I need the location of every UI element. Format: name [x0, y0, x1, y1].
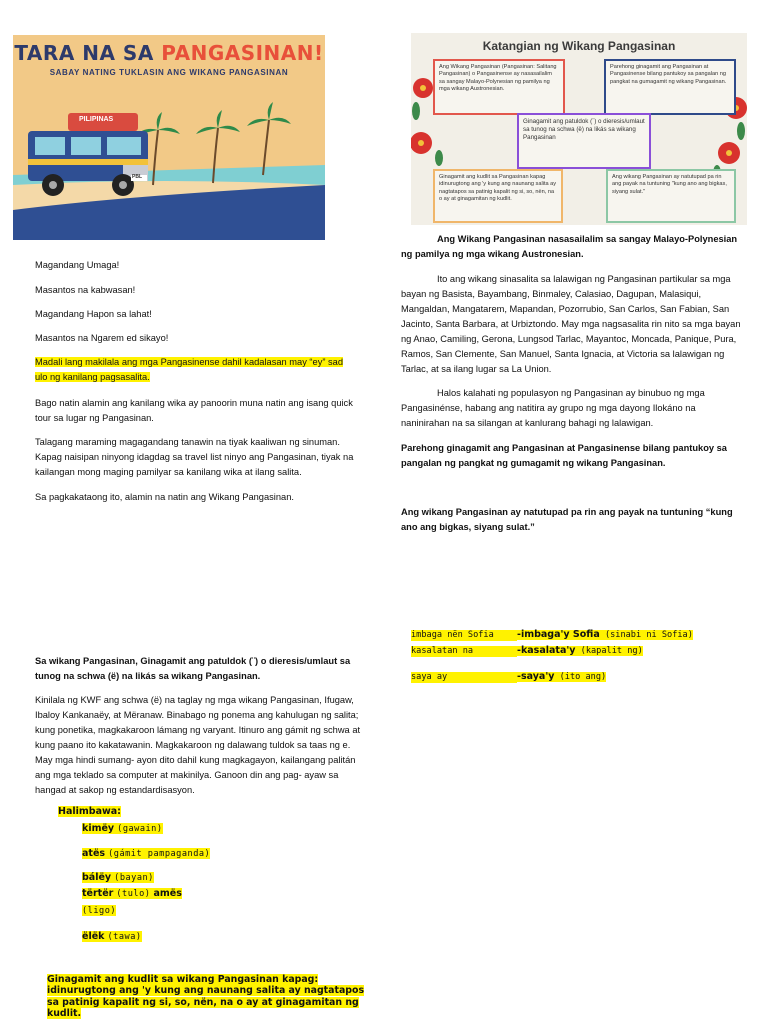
example-5: ëlëk (tawa) — [82, 931, 142, 942]
paragraph-tuntunin: Ang wikang Pangasinan ay natutupad pa rin ang payak na tuntuning “kung ano ang bigkas, siyang sulat.” — [401, 507, 733, 532]
pangasinan-banner — [13, 35, 325, 240]
kudlit-example-3: saya ay -saya'y (ito ang) — [411, 671, 607, 682]
infographic-box-5: Ang wikang Pangasinan ay natutupad pa rin ang payak na tuntuning "kung ano ang bigkas, siyang sulat." — [606, 169, 736, 223]
jeep-sign: PILIPINAS — [79, 116, 114, 123]
paragraph-parehong: Parehong ginagamit ang Pangasinan at Pangasinense bilang pantukoy sa pangalan ng pangkat ng gumagamit ng wikang Pangasinan. — [401, 443, 727, 468]
infographic-box-4: Ginagamit ang kudlit sa Pangasinan kapag idinurugtong ang 'y kung ang naunang salita ay nagtatapos sa patinig kapalit ng si, so, nën, na o ay at ginagamitan ng kudlit. — [433, 169, 563, 223]
paragraph-malayo: Ang Wikang Pangasinan nasasailalim sa sangay Malayo-Polynesian ng pamilya ng mga wikang Austronesian. — [401, 234, 738, 259]
greeting-2: Masantos na kabwasan! — [35, 285, 136, 295]
example-1: kimëy (gawain) — [82, 823, 163, 834]
kudlit-example-1: imbaga nën Sofia -imbaga'y Sofia (sinabi ni Sofia) — [411, 629, 693, 640]
greeting-1: Magandang Umaga! — [35, 260, 120, 270]
infographic-box-3: Ginagamit ang patuldok (¨) o dieresis/umlaut sa tunog na schwa (ë) na likás sa wikang Pangasinan — [517, 113, 651, 169]
greeting-3: Magandang Hapon sa lahat! — [35, 309, 152, 319]
example-2: atës (gámit pampaganda) — [82, 848, 211, 859]
example-4: tërtër (tulo) amës — [82, 888, 182, 899]
paragraph-video: Bago natin alamin ang kanilang wika ay panoorin muna natin ang isang quick tour sa lugar ng Pangasinan. — [35, 398, 353, 423]
katangian-infographic — [411, 33, 747, 225]
paragraph-alamin: Sa pagkakataong ito, alamin na natin ang Wikang Pangasinan. — [35, 492, 294, 502]
kudlit-example-2: kasalatan na -kasalata'y (kapalit ng) — [411, 645, 643, 656]
infographic-box-2: Parehong ginagamit ang Pangasinan at Pangasinense bilang pantukoy sa pangalan ng pangkat na gumagamit ng wikang Pangasinan. — [604, 59, 736, 115]
infographic-title: Katangian ng Wikang Pangasinan — [482, 39, 676, 53]
greeting-4: Masantos na Ngarem ed sikayo! — [35, 333, 169, 343]
patuldok-heading: Sa wikang Pangasinan, Ginagamit ang patuldok (¨) o dieresis/umlaut sa tunog na schwa (ë) na likás sa wikang Pangasinan. — [35, 656, 351, 681]
banner-title: TARA NA SA PANGASINAN! — [14, 41, 324, 65]
jeep-plate: PBL — [132, 174, 142, 180]
halimbawa-label: Halimbawa: — [58, 806, 121, 817]
paragraph-sinasalita: Ito ang wikang sinasalita sa lalawigan ng Pangasinan partikular sa mga bayan ng Basista, Bayambang, Binmaley, Calasiao, Dagupan, Malasiqui, Mangaldan, Mangatarem, Mapandan, Pozorrubio, San Carlos, San Fabian, San Jacinto, Santa Barbara, at Urbiztondo. May mga nagsasalita rin nito sa mga bayan ng Anao, Camiling, Gerona, Lungsod Tarlac, Mayantoc, Moncada, Panique, Pura, Ramos, San Clemente, San Manuel, Santa Ignacia, at Victoria sa lalawigan ng Tarlac, at sa ilang lugar sa La Union. — [401, 274, 741, 374]
paragraph-kwf: Kinilala ng KWF ang schwa (ë) na taglay ng mga wikang Pangasinan, Ifugaw, Ibaloy Kankanaëy, at Mëranaw. Binabago ng ponema ang kahulugan ng salita; kung ponetika, magkakaroon lámang ng varyant. Itinuro ang gámit ng schwa at kung paano ito kakatawanin. Magkakaroon ng dalawang tuldok sa taas ng e. May mga hindi sumang- ayon dito dahil kung magkagayon, kailangang palitán ang mga teklado sa computer at makinilya. Ganoon din ang pag- ayaw sa hangad at sakop ng estandardisasyon. — [35, 695, 361, 795]
paragraph-tanawin: Talagang maraming magagandang tanawin na tiyak kaaliwan ng sinuman. Kapag naisipan ninyong idagdag sa travel list ninyo ang Pangasinan, tiyak na kailangan mong maging pamilyar sa kanilang wika at ilang salita. — [35, 437, 354, 477]
example-4-gloss: (ligo) — [82, 906, 117, 916]
banner-subtitle: SABAY NATING TUKLASIN ANG WIKANG PANGASINAN — [49, 68, 289, 77]
example-3: bálëy (bayan) — [82, 872, 154, 883]
paragraph-populasyon: Halos kalahati ng populasyon ng Pangasinan ay binubuo ng mga Pangasinénse, habang ang natitira ay grupo ng mga dayong Ilokáno na naninirahan na sa silangan at kanlurang bahagi ng lalawigan. — [401, 388, 705, 428]
infographic-box-1: Ang Wikang Pangasinan (Pangasinan: Salitang Pangasinan) o Pangasinense ay nasasailalim sa sangay Malayo-Polynesian ng pamilya ng mga wikang Austronesian. — [433, 59, 565, 115]
banner-illustration — [13, 35, 325, 240]
highlighted-paragraph: Madali lang makilala ang mga Pangasinense dahil kadalasan may “ey” sad ulo ng kanilang pagsasalita. — [35, 357, 344, 382]
kudlit-note: Ginagamit ang kudlit sa wikang Pangasinan kapag: idinurugtong ang 'y kung ang naunang salita ay nagtatapos sa patinig kapalit ng si, so, nën, na o ay at ginagamitan ng kudlit. — [47, 974, 365, 1020]
